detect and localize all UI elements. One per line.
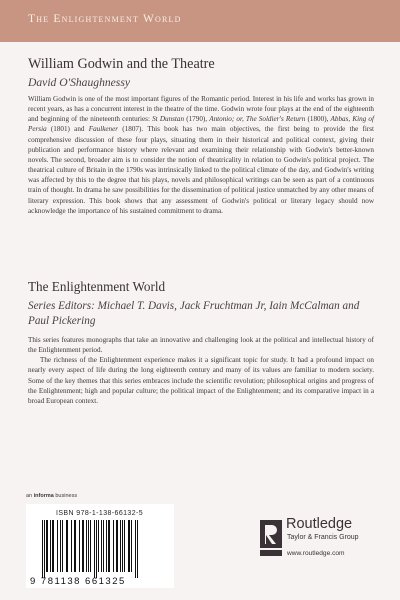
barcode-bar [120,520,121,572]
series-editors: Series Editors: Michael T. Davis, Jack Fruchtman Jr, Iain McCalman and Paul Pickering [28,300,360,327]
isbn-label: ISBN 978-1-138-66132-5 [56,510,144,517]
routledge-logo-icon [260,520,282,556]
barcode-bar [74,520,76,572]
barcode-bar [88,520,89,572]
publisher-url: www.routledge.com [287,550,345,557]
barcode-bar [94,520,95,578]
barcode-bar [116,520,118,572]
desc-text: (1801) and [46,125,89,134]
barcode-bar [108,520,110,572]
series-paragraph-1: This series features monographs that take an innovative and challenging look at the political and intellectual history of the Enlightenment period. [28,336,374,355]
barcode-bar [98,520,99,572]
series-header-title: The Enlightenment World [28,13,182,25]
barcode-bar [122,520,123,572]
barcode-bar [62,520,63,572]
book-description [28,94,374,216]
book-section [28,56,374,216]
barcode-bar [90,520,91,572]
barcode-bar [79,520,80,572]
barcode-bar [106,520,107,572]
publisher-name: Routledge [286,516,353,532]
book-title: William Godwin and the Theatre [28,56,215,72]
publisher-group: Taylor & Francis Group [287,534,359,541]
barcode-bar [60,520,61,572]
informa-wordmark: informa [33,493,54,499]
desc-text: (1800), [305,115,331,124]
series-header-band [0,0,400,42]
desc-text: William Godwin is one of the most important figures of the Romantic period. Interest in his life and works has grown in recent years, as has a concurrent interest in the theatre of the time. Godwin wrote four plays at the end of the eighteenth and beginning of the nineteenth centuries: [28,95,374,124]
barcode-bar [52,520,54,572]
barcode-bar [86,520,87,572]
informa-suffix: business [53,493,78,499]
barcode-bar [131,520,132,572]
barcode-bar [101,520,102,572]
book-author: David O'Shaughnessy [28,76,130,89]
barcode-bar [66,520,68,572]
series-section [28,279,374,406]
play-title: Antonio; or, The Soldier's Return [209,115,306,124]
publisher-block [258,516,388,586]
barcode-bar [103,520,104,572]
barcode-bar [135,520,136,578]
barcode-bar [124,520,125,572]
barcode-bar [71,520,72,572]
play-title: Abbas, King of Persia [28,115,374,134]
barcode-bar [50,520,51,572]
desc-text: (1807). This book has two main objectives, the first being to provide the first comprehensive discussion of these four plays, situating them in their historical and political context, giving their publication and performance history where relevant and examining their relationship with Godwin's better-known novels. The second, broader aim is to consider the notion of theatricality in relation to Godwin's political project. The theatrical culture of Britain in the 1790s was intrinsically linked to the political climate of the day, and Godwin's writing was affected by this to the degree that his plays, novels and philosophical writings can be seen as part of a continuous train of thought. In drama he saw possibilities for the dissemination of political justice unmatched by any other means of literary expression. This book shows that any assessment of Godwin's political or literary legacy should now acknowledge the importance of his sustained commitment to drama. [28,125,374,215]
barcode-bar [42,520,43,578]
informa-business-line [26,493,77,499]
informa-prefix: an [26,493,34,499]
barcode-bar [46,520,48,572]
barcode-panel [26,504,174,588]
barcode-number: 9 781138 661325 [30,576,126,587]
barcode-bar [57,520,58,572]
barcode-bar [137,520,138,578]
play-title: St Dunstan [152,115,185,124]
barcode-bar [128,520,130,572]
series-paragraph-2: The richness of the Enlightenment experience makes it a significant topic for study. It had a profound impact on nearly every aspect of life during the long eighteenth century and many of its values are familiar to modern society. Some of the key themes that this series embraces include the scientific revolution; philosophical origins and progress of the Enlightenment; high and popular culture; the political impact of the Enlightenment; and its comparative impact in a broad European context. [28,356,374,405]
barcode-bar [113,520,114,572]
barcode-bar [82,520,84,572]
barcode-bar [44,520,45,578]
barcode-bar [96,520,97,578]
barcode-icon [40,520,162,578]
series-title: The Enlightenment World [28,279,166,294]
play-title: Faulkener [88,125,119,134]
desc-text: (1790), [184,115,210,124]
